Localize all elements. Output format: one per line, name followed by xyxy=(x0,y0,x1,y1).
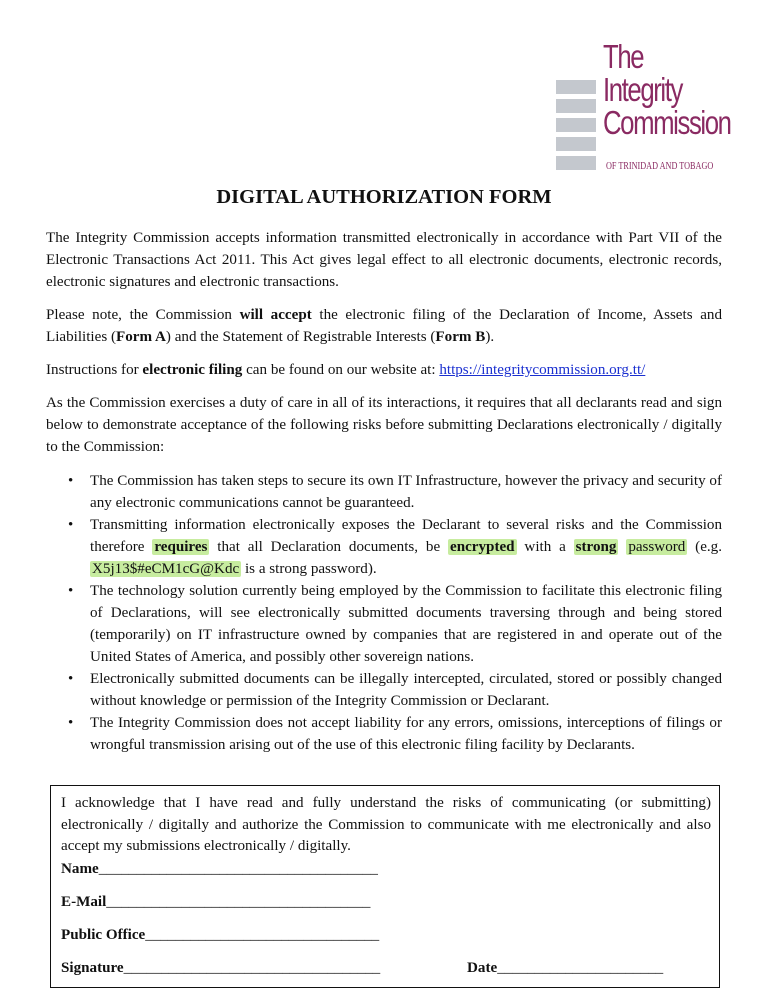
email-label: E-Mail xyxy=(61,894,107,910)
logo-subtitle: OF TRINIDAD AND TOBAGO xyxy=(606,161,714,172)
logo-line-3: Commission xyxy=(603,104,731,141)
bold-form-b: Form B xyxy=(435,329,486,345)
highlight-password: password xyxy=(628,539,686,555)
public-office-field[interactable] xyxy=(61,927,379,944)
text-run: that all Declaration documents, be xyxy=(209,539,449,555)
logo-wordmark xyxy=(603,40,731,139)
highlight-requires: requires xyxy=(154,539,208,555)
signature-line: __________________________________ xyxy=(123,960,381,976)
date-label: Date xyxy=(467,960,498,976)
signature-label: Signature xyxy=(61,960,124,976)
logo-line-1: The xyxy=(603,38,644,75)
text-run: Please note, the Commission xyxy=(46,307,240,323)
text-run: the electronic filing of the Declaration of Income, Assets and Liabilities ( xyxy=(46,307,722,345)
risk-item-1: • The Commission has taken steps to secure its own IT Infrastructure, however the privacy and security of any electronic communications cannot be guaranteed. xyxy=(90,470,722,514)
website-link[interactable]: https://integritycommission.org.tt/ xyxy=(439,362,646,378)
signature-field[interactable] xyxy=(61,960,380,977)
highlight-strong: strong xyxy=(575,539,617,555)
text-run: is a strong password). xyxy=(241,561,377,577)
acceptance-paragraph xyxy=(46,304,722,348)
logo-bars-graphic xyxy=(556,80,596,175)
bold-form-a: Form A xyxy=(116,329,166,345)
date-line: ______________________ xyxy=(497,960,664,976)
name-label: Name xyxy=(61,861,99,877)
text-run: (e.g. xyxy=(687,539,722,555)
bold-will-accept: will accept xyxy=(239,307,312,323)
integrity-commission-logo xyxy=(556,38,736,178)
risks-list xyxy=(46,470,722,756)
page-title: DIGITAL AUTHORIZATION FORM xyxy=(216,186,552,208)
text-run: with a xyxy=(516,539,574,555)
bold-electronic-filing: electronic filing xyxy=(142,362,243,378)
acknowledgement-box xyxy=(50,785,720,988)
highlight-encrypted: encrypted xyxy=(450,539,515,555)
text-run: Transmitting information electronically exposes the Declarant to several risks and the Commission therefore xyxy=(90,517,722,555)
instructions-paragraph xyxy=(46,359,722,381)
risk-item-3: • The technology solution currently being employed by the Commission to facilitate this electronic filing of Declarations, will see electronically submitted documents traversing through and being stored (temporarily) on IT infrastructure owned by companies that are registered in and operate out of the United States of America, and possibly other sovereign nations. xyxy=(90,580,722,668)
public-office-line: _______________________________ xyxy=(145,927,380,943)
email-field[interactable] xyxy=(61,894,370,911)
highlight-example-password: X5j13$#eCM1cG@Kdc xyxy=(92,561,240,577)
text-run: ) and the Statement of Registrable Interests ( xyxy=(165,329,436,345)
name-field[interactable] xyxy=(61,861,378,878)
duty-of-care-paragraph: As the Commission exercises a duty of care in all of its interactions, it requires that all declarants read and sign below to demonstrate acceptance of the following risks before submitting Declarations electronically / digitally to the Commission: xyxy=(46,395,722,455)
text-run: can be found on our website at: xyxy=(242,362,440,378)
logo-line-2: Integrity xyxy=(603,71,682,108)
form-body xyxy=(46,227,722,756)
email-line: ___________________________________ xyxy=(106,894,371,910)
public-office-label: Public Office xyxy=(61,927,146,943)
risk-item-2 xyxy=(90,514,722,580)
acknowledgement-text: I acknowledge that I have read and fully understand the risks of communicating (or submitting) electronically / digitally and authorize the Commission to communicate with me electronically and also accept my submissions electronically / digitally. xyxy=(61,795,711,854)
text-run: Instructions for xyxy=(46,362,143,378)
date-field[interactable] xyxy=(467,960,663,977)
name-line: _____________________________________ xyxy=(98,861,378,877)
risk-item-5: • The Integrity Commission does not accept liability for any errors, omissions, interceptions of filings or wrongful transmission arising out of the use of this electronic filing facility by Declarants. xyxy=(90,712,722,756)
text-run: ). xyxy=(485,329,495,345)
intro-paragraph: The Integrity Commission accepts information transmitted electronically in accordance with Part VII of the Electronic Transactions Act 2011. This Act gives legal effect to all electronic documents, electronic records, electronic signatures and electronic transactions. xyxy=(46,230,722,290)
risk-item-4: • Electronically submitted documents can be illegally intercepted, circulated, stored or possibly changed without knowledge or permission of the Integrity Commission or Declarant. xyxy=(90,668,722,712)
